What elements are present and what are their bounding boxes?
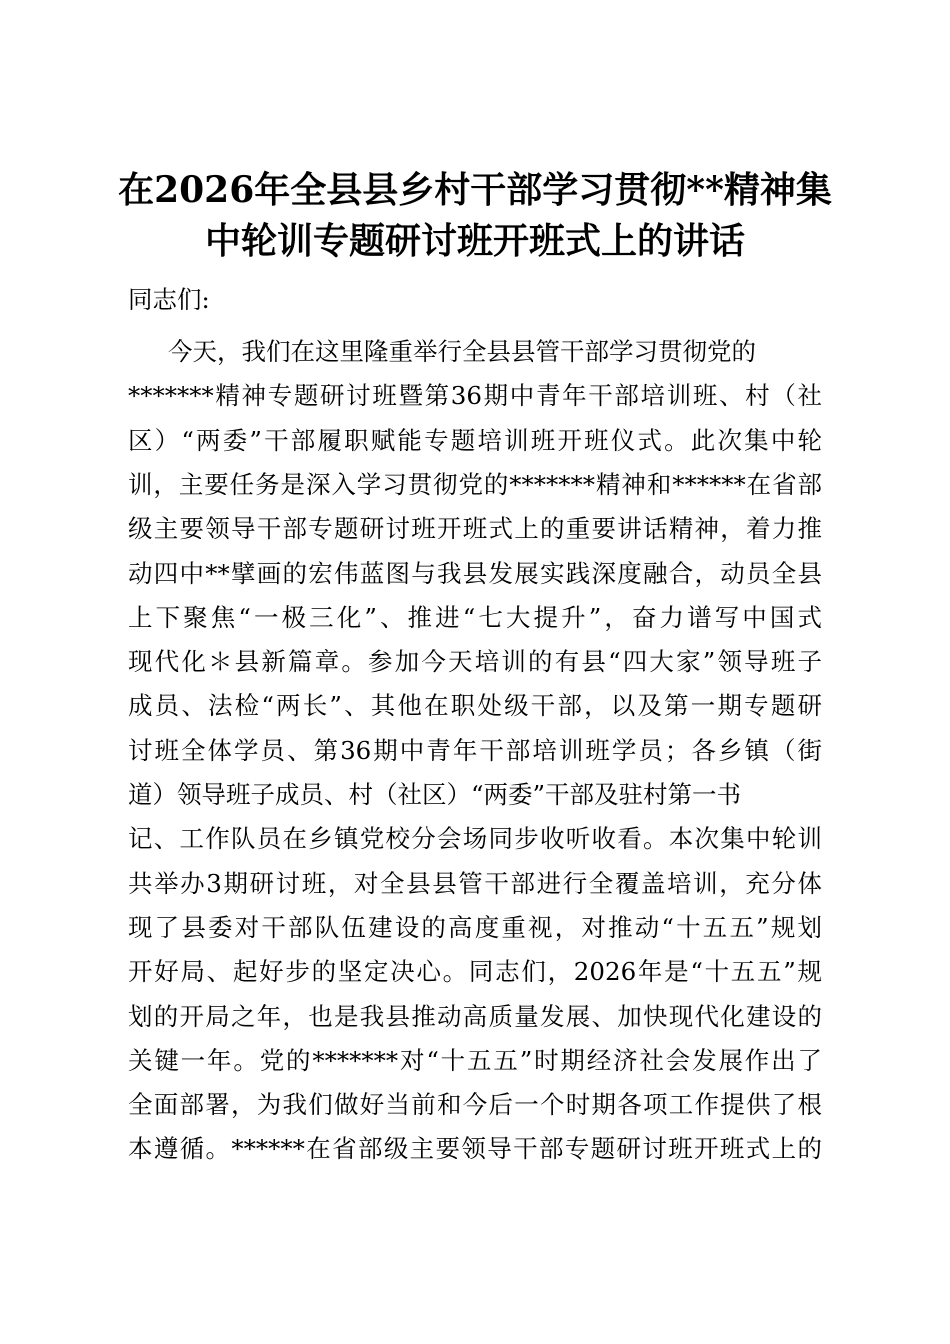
body-line: 划的开局之年，也是我县推动高质量发展、加快现代化建设的 (128, 1001, 822, 1031)
body-line: 动四中**擘画的宏伟蓝图与我县发展实践深度融合，动员全县 (128, 558, 822, 588)
body-line: 区）“两委”干部履职赋能专题培训班开班仪式。此次集中轮 (128, 425, 822, 455)
body-line: 现代化＊县新篇章。参加今天培训的有县“四大家”领导班子 (128, 647, 822, 677)
body-line: 讨班全体学员、第36期中青年干部培训班学员；各乡镇（街 (128, 735, 822, 765)
document-title-line-1: 在2026年全县县乡村干部学习贯彻**精神集 (118, 169, 832, 211)
salutation: 同志们: (128, 285, 210, 314)
body-line: 级主要领导干部专题研讨班开班式上的重要讲话精神，着力推 (128, 514, 822, 544)
body-line: 记、工作队员在乡镇党校分会场同步收听收看。本次集中轮训 (128, 824, 822, 854)
body-line: *******精神专题研讨班暨第36期中青年干部培训班、村（社 (128, 381, 822, 411)
body-line: 道）领导班子成员、村（社区）“两委”干部及驻村第一书 (128, 780, 742, 809)
body-line: 共举办3期研讨班，对全县县管干部进行全覆盖培训，充分体 (128, 868, 822, 898)
body-line: 训，主要任务是深入学习贯彻党的*******精神和******在省部 (128, 469, 822, 499)
body-line: 关键一年。党的*******对“十五五”时期经济社会发展作出了 (128, 1045, 822, 1075)
body-line: 今天，我们在这里隆重举行全县县管干部学习贯彻党的 (168, 337, 756, 366)
body-line: 上下聚焦“一极三化”、推进“七大提升”，奋力谱写中国式 (128, 602, 822, 632)
body-line: 成员、法检“两长”、其他在职处级干部，以及第一期专题研 (128, 691, 822, 721)
document-title-line-2: 中轮训专题研讨班开班式上的讲话 (204, 220, 745, 262)
body-line: 全面部署，为我们做好当前和今后一个时期各项工作提供了根 (128, 1090, 822, 1120)
body-line: 本遵循。******在省部级主要领导干部专题研讨班开班式上的 (128, 1134, 822, 1164)
body-line: 现了县委对干部队伍建设的高度重视，对推动“十五五”规划 (128, 912, 822, 942)
body-line: 开好局、起好步的坚定决心。同志们，2026年是“十五五”规 (128, 957, 822, 987)
